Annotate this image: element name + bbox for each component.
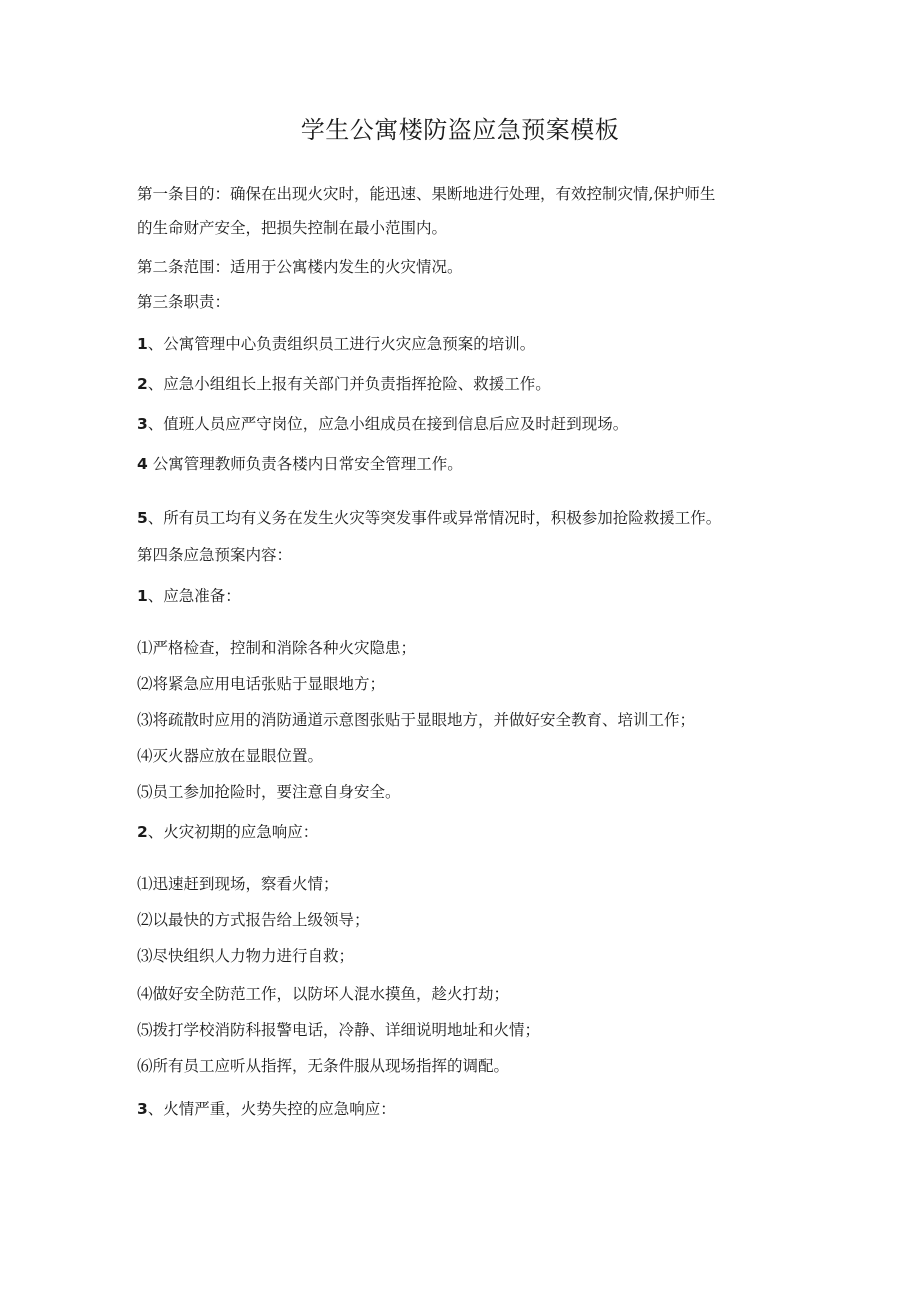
article3-item-3 <box>137 413 628 435</box>
section2-heading <box>137 821 318 843</box>
item-number: 4 <box>137 455 148 473</box>
section2-item-2: ⑵以最快的方式报告给上级领导； <box>137 911 370 929</box>
article3-item-2 <box>137 373 551 395</box>
section-heading-text: 、火情严重，火势失控的应急响应： <box>147 1100 396 1118</box>
section2-item-1: ⑴迅速赶到现场，察看火情； <box>137 875 339 893</box>
article3-item-1 <box>137 333 535 355</box>
section-heading-text: 、应急准备： <box>147 587 241 605</box>
item-text: 、公寓管理中心负责组织员工进行火灾应急预案的培训。 <box>147 335 536 353</box>
section-number: 1 <box>137 587 148 605</box>
section2-item-5: ⑸拨打学校消防科报警电话，冷静、详细说明地址和火情； <box>137 1021 541 1039</box>
section-number: 2 <box>137 823 148 841</box>
item-number: 2 <box>137 375 148 393</box>
article1-line2: 的生命财产安全，把损失控制在最小范围内。 <box>137 219 448 237</box>
section1-item-4: ⑷灭火器应放在显眼位置。 <box>137 747 324 765</box>
section3-heading <box>137 1098 396 1120</box>
section1-heading <box>137 585 241 607</box>
item-number: 3 <box>137 415 148 433</box>
item-number: 5 <box>137 509 148 527</box>
article2-text: 第二条范围：适用于公寓楼内发生的火灾情况。 <box>137 258 463 276</box>
article4-heading: 第四条应急预案内容： <box>137 546 293 564</box>
article3-item-4 <box>137 453 463 475</box>
section1-item-2: ⑵将紧急应用电话张贴于显眼地方； <box>137 675 386 693</box>
section1-item-1: ⑴严格检查，控制和消除各种火灾隐患； <box>137 639 417 657</box>
item-text: 、应急小组组长上报有关部门并负责指挥抢险、救援工作。 <box>147 375 551 393</box>
section-number: 3 <box>137 1100 148 1118</box>
item-text: 、值班人员应严守岗位，应急小组成员在接到信息后应及时赶到现场。 <box>147 415 629 433</box>
item-number: 1 <box>137 335 148 353</box>
section1-item-3: ⑶将疏散时应用的消防通道示意图张贴于显眼地方，并做好安全教育、培训工作； <box>137 711 696 729</box>
section2-item-4: ⑷做好安全防范工作，以防坏人混水摸鱼，趁火打劫； <box>137 985 510 1003</box>
section2-item-3: ⑶尽快组织人力物力进行自救； <box>137 947 355 965</box>
article3-heading: 第三条职责： <box>137 293 231 311</box>
item-text: 、所有员工均有义务在发生火灾等突发事件或异常情况时，积极参加抢险救援工作。 <box>147 509 722 527</box>
section1-item-5: ⑸员工参加抢险时，要注意自身安全。 <box>137 783 401 801</box>
document-title: 学生公寓楼防盗应急预案模板 <box>300 116 620 144</box>
article3-item-5 <box>137 507 721 529</box>
item-text: 公寓管理教师负责各楼内日常安全管理工作。 <box>147 455 463 473</box>
section-heading-text: 、火灾初期的应急响应： <box>147 823 319 841</box>
section2-item-6: ⑹所有员工应听从指挥，无条件服从现场指挥的调配。 <box>137 1057 510 1075</box>
article1-line1: 第一条目的：确保在出现火灾时，能迅速、果断地进行处理，有效控制灾情,保护师生 <box>137 185 716 203</box>
